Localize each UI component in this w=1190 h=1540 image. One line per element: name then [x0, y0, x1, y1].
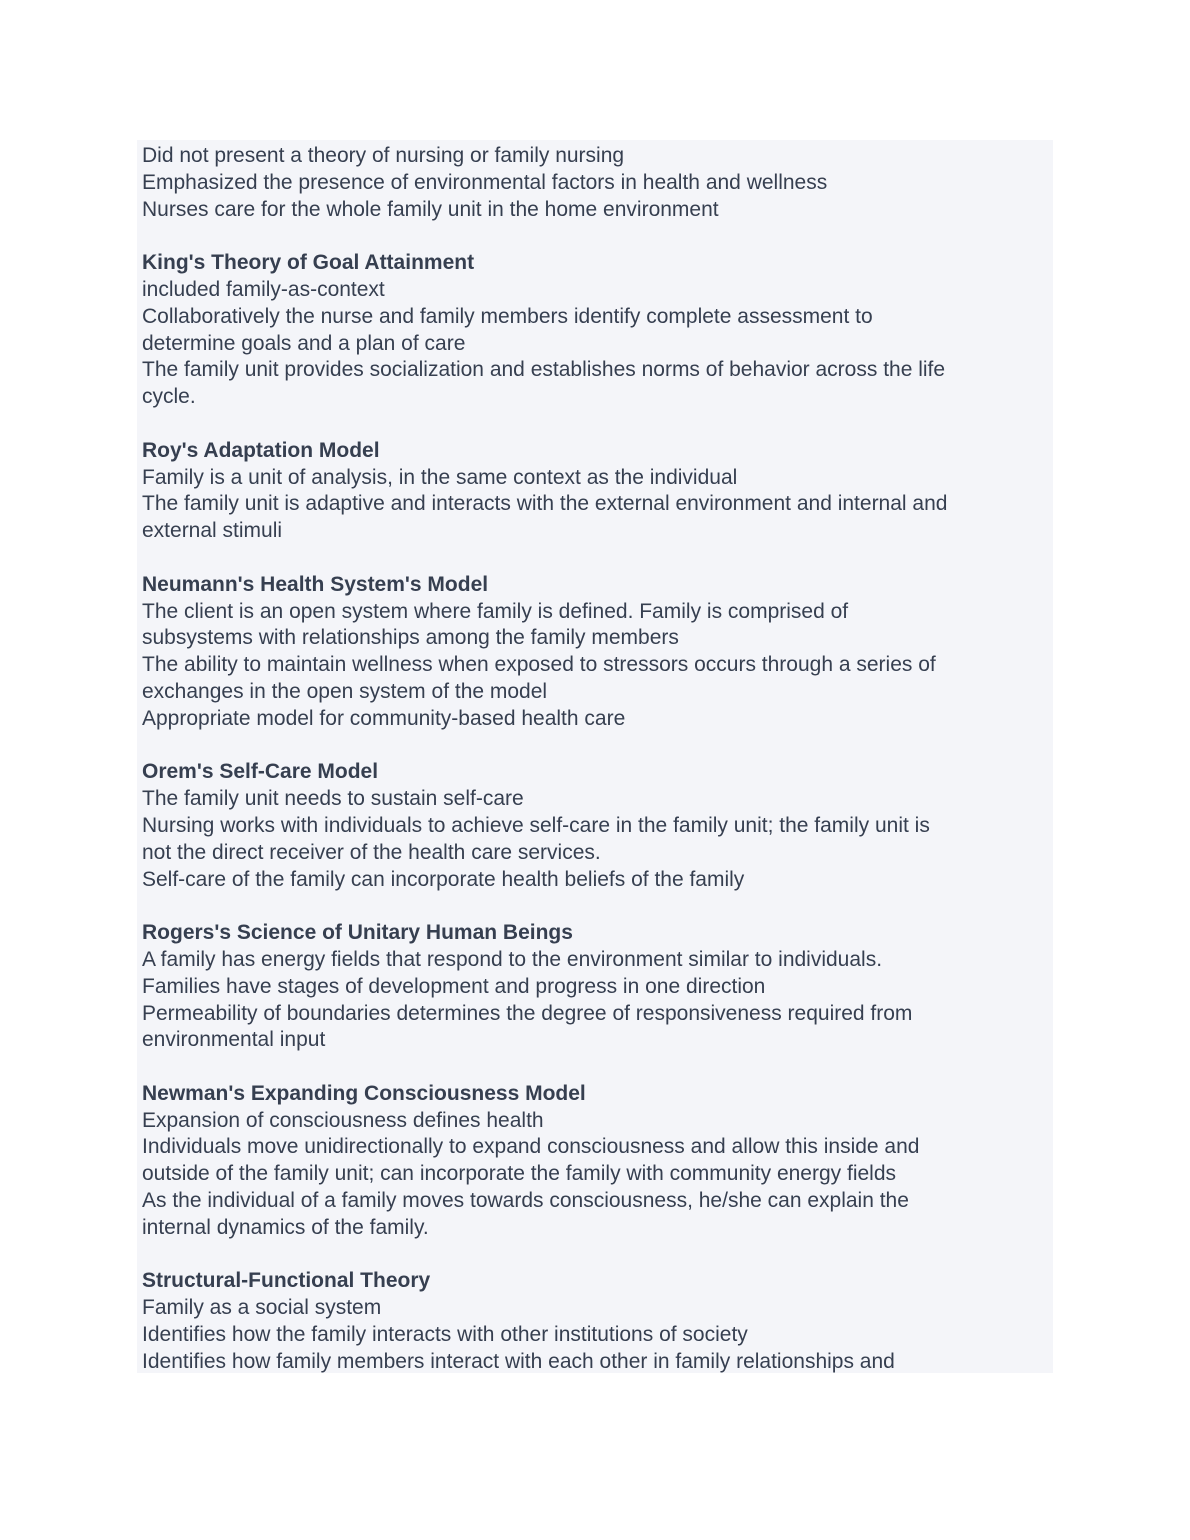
- text-line: exchanges in the open system of the model: [142, 679, 548, 703]
- text-line: Emphasized the presence of environmental factors in health and wellness: [142, 170, 828, 194]
- text-line: Individuals move unidirectionally to expand consciousness and allow this inside and: [142, 1135, 920, 1159]
- text-line: Nursing works with individuals to achieve self-care in the family unit; the family unit is: [142, 813, 930, 837]
- text-line: Did not present a theory of nursing or family nursing: [142, 144, 625, 167]
- section-heading: Structural-Functional Theory: [142, 1269, 431, 1293]
- section-body: [142, 599, 1048, 733]
- section-heading: Newman's Expanding Consciousness Model: [142, 1081, 586, 1105]
- section: [142, 572, 1048, 733]
- text-line: included family-as-context: [142, 277, 385, 301]
- text-line: Appropriate model for community-based health care: [142, 706, 626, 730]
- text-line: The family unit is adaptive and interacts with the external environment and internal and: [142, 492, 948, 516]
- text-line: subsystems with relationships among the family members: [142, 626, 679, 650]
- text-line: determine goals and a plan of care: [142, 331, 466, 355]
- text-line: cycle.: [142, 385, 196, 409]
- section: [142, 1268, 1048, 1373]
- section-body: [142, 1108, 1048, 1242]
- section-body: [142, 277, 1048, 411]
- text-line: As the individual of a family moves towards consciousness, he/she can explain the: [142, 1189, 909, 1213]
- text-line: The family unit needs to sustain self-care: [142, 787, 524, 811]
- text-line: Identifies how the family interacts with other institutions of society: [142, 1323, 748, 1347]
- text-line: Expansion of consciousness defines health: [142, 1108, 544, 1132]
- section-heading: Roy's Adaptation Model: [142, 438, 380, 462]
- text-line: Family is a unit of analysis, in the same context as the individual: [142, 465, 738, 489]
- text-line: The ability to maintain wellness when exposed to stressors occurs through a series of: [142, 653, 936, 677]
- text-line: not the direct receiver of the health care services.: [142, 840, 601, 864]
- section-heading: Neumann's Health System's Model: [142, 572, 489, 596]
- text-line: Identifies how family members interact with each other in family relationships and: [142, 1349, 895, 1373]
- text-line: Permeability of boundaries determines the degree of responsiveness required from: [142, 1001, 913, 1025]
- notes-text-block: [137, 140, 1053, 1373]
- section-heading: King's Theory of Goal Attainment: [142, 251, 475, 275]
- section-body: [142, 143, 1048, 223]
- section-body: [142, 947, 1048, 1054]
- section-body: [142, 1295, 1048, 1373]
- text-line: Family as a social system: [142, 1296, 382, 1320]
- text-line: Self-care of the family can incorporate health beliefs of the family: [142, 867, 745, 891]
- text-line: Nurses care for the whole family unit in the home environment: [142, 197, 719, 221]
- text-line: environmental input: [142, 1028, 326, 1052]
- section: [142, 438, 1048, 545]
- text-line: The client is an open system where family is defined. Family is comprised of: [142, 599, 849, 623]
- section-body: [142, 786, 1048, 893]
- section-heading: Orem's Self-Care Model: [142, 760, 379, 784]
- text-line: Families have stages of development and progress in one direction: [142, 974, 766, 998]
- text-line: outside of the family unit; can incorporate the family with community energy fields: [142, 1162, 897, 1186]
- section-body: [142, 465, 1048, 545]
- text-line: A family has energy fields that respond to the environment similar to individuals.: [142, 947, 883, 971]
- text-line: internal dynamics of the family.: [142, 1215, 429, 1239]
- section: [142, 143, 1048, 223]
- text-line: The family unit provides socialization and establishes norms of behavior across the life: [142, 358, 946, 382]
- section: [142, 1081, 1048, 1242]
- text-line: external stimuli: [142, 519, 283, 543]
- section: [142, 250, 1048, 411]
- section: [142, 759, 1048, 893]
- section-heading: Rogers's Science of Unitary Human Beings: [142, 921, 573, 945]
- section: [142, 920, 1048, 1054]
- text-line: Collaboratively the nurse and family members identify complete assessment to: [142, 304, 873, 328]
